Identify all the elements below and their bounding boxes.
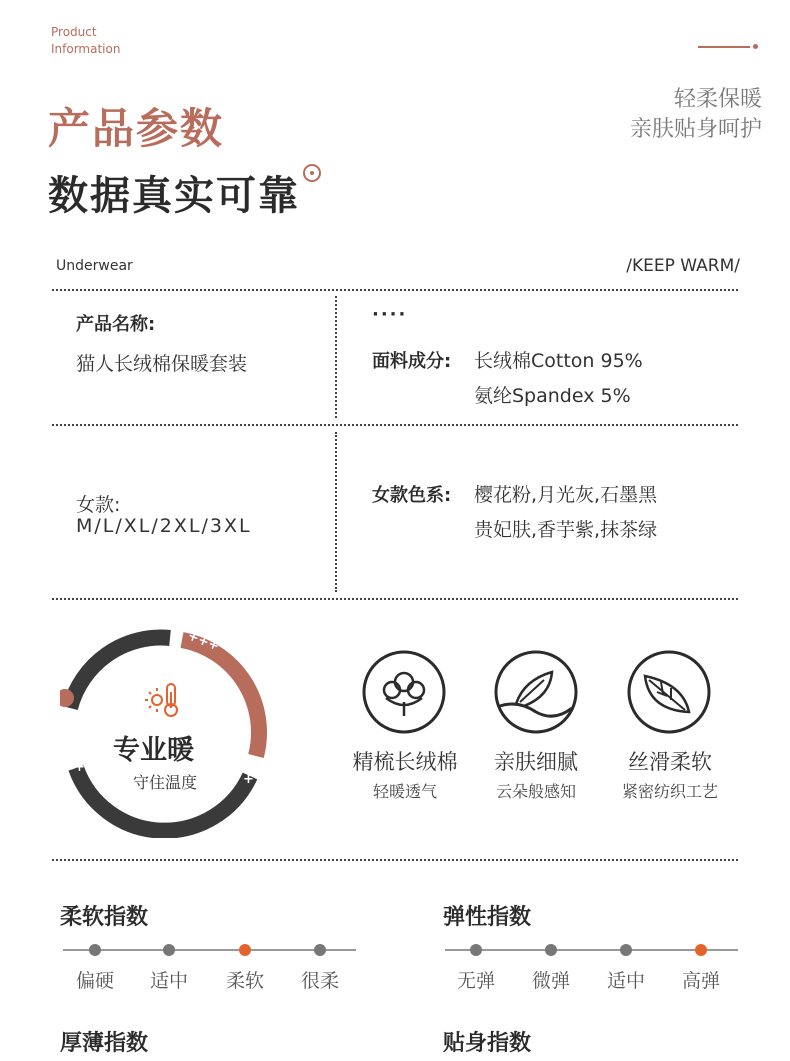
softness-dot-1 — [163, 944, 175, 956]
elasticity-label-3: 高弹 — [681, 970, 720, 992]
feature-title-silk: 丝滑柔软 — [628, 750, 712, 774]
softness-scale-line — [63, 949, 356, 951]
skin-feather-icon — [494, 650, 578, 734]
ring-plus-mark-right: + — [243, 772, 254, 787]
keep-warm-tag: /KEEP WARM/ — [626, 256, 740, 276]
softness-dot-3 — [314, 944, 326, 956]
warm-subtitle: 守住温度 — [133, 773, 198, 792]
feature-title-skin: 亲肤细腻 — [494, 750, 578, 774]
ring-plus-marks-top: +++ — [185, 628, 222, 655]
elasticity-index-title: 弹性指数 — [443, 905, 532, 930]
feature-sub-skin: 云朵般感知 — [495, 782, 576, 801]
elasticity-label-2: 适中 — [606, 970, 645, 992]
color-value-1: 樱花粉,月光灰,石墨黑 — [474, 484, 658, 506]
fit-index-title: 贴身指数 — [443, 1031, 532, 1056]
fabric-value-2: 氨纶Spandex 5% — [474, 385, 631, 407]
thermometer-sun-icon — [145, 680, 185, 720]
underwear-tag: Underwear — [56, 258, 133, 274]
fabric-label: 面料成分: — [372, 351, 452, 372]
softness-label-0: 偏硬 — [75, 970, 114, 992]
table-vdivider-2 — [335, 432, 337, 592]
slogan-line-1: 轻柔保暖 — [673, 87, 762, 112]
dots-decor: ···· — [372, 304, 408, 325]
size-value: M/L/XL/2XL/3XL — [76, 515, 252, 537]
fabric-value-1: 长绒棉Cotton 95% — [474, 350, 643, 372]
product-name-value: 猫人长绒棉保暖套装 — [76, 353, 248, 375]
page-subtitle: 数据真实可靠 — [48, 173, 300, 219]
elasticity-dot-0 — [470, 944, 482, 956]
product-name-label: 产品名称: — [76, 314, 156, 335]
softness-label-3: 很柔 — [300, 970, 339, 992]
cotton-icon — [362, 650, 446, 734]
elasticity-dot-3-active — [695, 944, 707, 956]
slogan-line-2: 亲肤贴身呵护 — [629, 117, 762, 142]
softness-label-2: 柔软 — [225, 970, 264, 992]
elasticity-label-1: 微弹 — [531, 970, 570, 992]
table-divider-bottom — [52, 598, 738, 600]
elasticity-dot-1 — [545, 944, 557, 956]
elasticity-label-0: 无弹 — [456, 970, 495, 992]
ring-plus-mark-left: + — [74, 760, 85, 775]
feature-title-cotton: 精梳长绒棉 — [352, 750, 458, 774]
size-label: 女款: — [76, 494, 121, 516]
table-divider-middle — [52, 424, 738, 426]
softness-dot-0 — [89, 944, 101, 956]
thickness-index-title: 厚薄指数 — [60, 1031, 149, 1056]
softness-label-1: 适中 — [149, 970, 188, 992]
color-label: 女款色系: — [372, 485, 452, 506]
page-title: 产品参数 — [48, 104, 225, 153]
warm-title: 专业暖 — [113, 735, 194, 766]
softness-dot-2-active — [239, 944, 251, 956]
elasticity-dot-2 — [620, 944, 632, 956]
subtitle-decor-dot — [303, 164, 321, 182]
table-vdivider-1 — [335, 296, 337, 418]
softness-index-title: 柔软指数 — [60, 905, 149, 930]
feature-sub-cotton: 轻暖透气 — [372, 782, 437, 801]
product-information-label: Product Information — [51, 25, 121, 56]
feature-sub-silk: 紧密纺织工艺 — [621, 782, 718, 801]
header-decor-dot — [753, 44, 758, 49]
header-decor-line — [698, 46, 750, 48]
table-divider-top — [52, 289, 738, 291]
color-value-2: 贵妃肤,香芋紫,抹茶绿 — [474, 519, 658, 541]
leaf-icon — [627, 650, 711, 734]
features-divider — [52, 859, 738, 861]
